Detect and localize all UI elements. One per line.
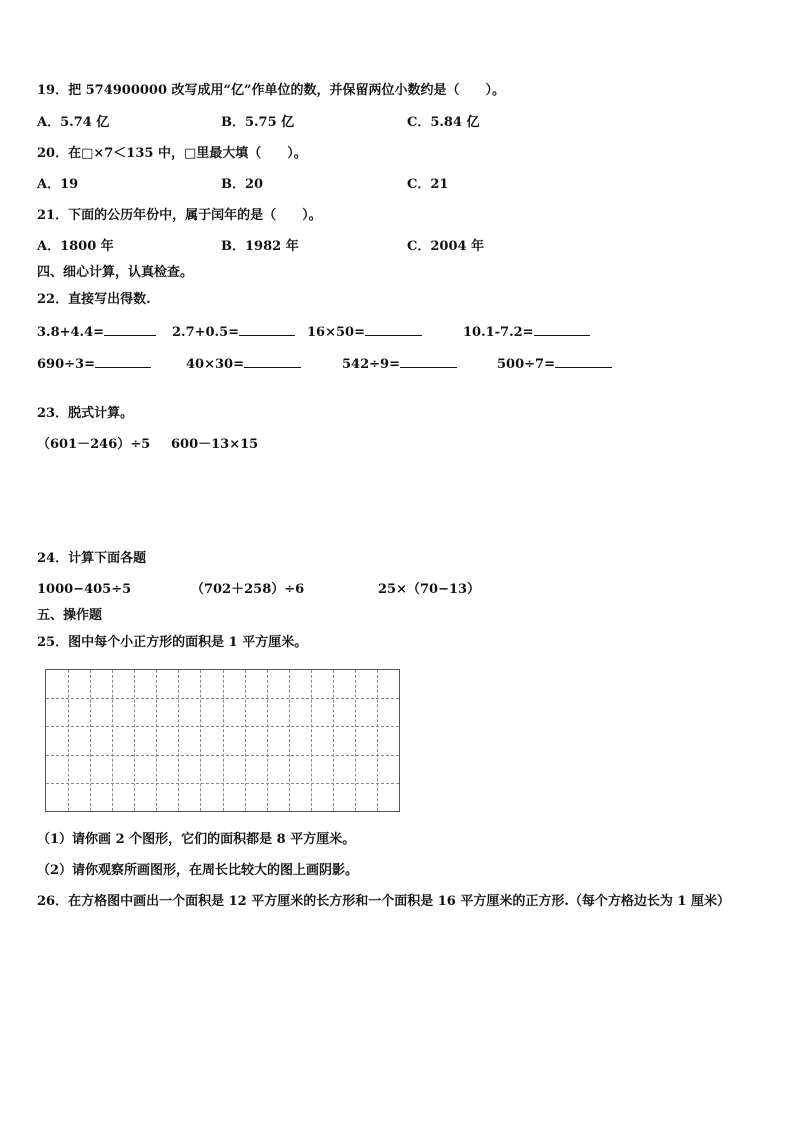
question-21-stem: 21．下面的公历年份中，属于闰年的是（ ）。 [37,208,322,223]
q22-item-5 [37,355,151,373]
grid-line-horizontal [46,783,399,784]
grid-line-vertical [68,670,69,811]
grid-line-vertical [200,670,201,811]
q22-expression: 500÷7= [497,357,555,372]
question-19-stem: 19．把 574900000 改写成用“亿”作单位的数，并保留两位小数约是（ ）。 [37,83,506,98]
answer-blank[interactable] [104,323,156,336]
question-21-option-a: A．1800 年 [37,239,114,254]
q24-expression-1: 1000−405÷5 [37,582,132,597]
q22-expression: 10.1-7.2= [463,325,534,340]
section-4-heading: 四、细心计算，认真检查。 [37,265,194,280]
answer-blank[interactable] [95,355,151,368]
grid-line-vertical [156,670,157,811]
question-24-stem: 24．计算下面各题 [37,551,147,566]
answer-blank[interactable] [555,355,612,368]
q22-item-8 [497,355,612,373]
question-21-option-b: B．1982 年 [221,239,299,254]
grid-line-vertical [289,670,290,811]
square-grid[interactable] [45,669,400,812]
q23-expression-2: 600－13×15 [171,437,259,452]
grid-line-horizontal [46,755,399,756]
grid-line-vertical [178,670,179,811]
question-25-sub-1: （1）请你画 2 个图形，它们的面积都是 8 平方厘米。 [37,832,356,847]
q22-item-4 [463,323,590,341]
section-5-heading: 五、操作题 [37,608,103,623]
grid-line-vertical [311,670,312,811]
q23-expression-1: （601－246）÷5 [37,437,151,452]
grid-line-vertical [267,670,268,811]
q22-expression: 542÷9= [342,357,400,372]
q24-expression-2: （702＋258）÷6 [191,582,305,597]
q22-item-3 [307,323,422,341]
question-19-option-a: A．5.74 亿 [37,115,110,130]
question-21-option-c: C．2004 年 [407,239,485,254]
answer-blank[interactable] [534,323,590,336]
grid-line-vertical [223,670,224,811]
question-25-sub-2: （2）请你观察所画图形，在周长比较大的图上画阴影。 [37,863,359,878]
grid-line-vertical [245,670,246,811]
q22-item-6 [186,355,301,373]
answer-blank[interactable] [365,323,422,336]
answer-blank[interactable] [244,355,301,368]
question-20-stem: 20．在□×7＜135 中，□里最大填（ ）。 [37,146,307,161]
question-22-stem: 22．直接写出得数. [37,292,151,307]
grid-line-vertical [90,670,91,811]
grid-line-vertical [333,670,334,811]
grid-line-vertical [377,670,378,811]
question-19-option-b: B．5.75 亿 [221,115,295,130]
q22-expression: 690÷3= [37,357,95,372]
grid-line-vertical [134,670,135,811]
answer-blank[interactable] [400,355,457,368]
grid-line-vertical [355,670,356,811]
q22-item-1 [37,323,156,341]
question-20-option-c: C．21 [407,177,449,192]
question-20-option-a: A．19 [37,177,79,192]
question-23-stem: 23．脱式计算。 [37,406,134,421]
q22-expression: 3.8+4.4= [37,325,105,340]
grid-line-horizontal [46,726,399,727]
q22-expression: 16×50= [307,325,365,340]
q22-item-2 [172,323,295,341]
q22-expression: 2.7+0.5= [172,325,240,340]
q22-expression: 40×30= [186,357,244,372]
grid-line-vertical [112,670,113,811]
question-26-stem: 26．在方格图中画出一个面积是 12 平方厘米的长方形和一个面积是 16 平方厘米的正方形.（每个方格边长为 1 厘米） [37,894,730,909]
answer-blank[interactable] [239,323,295,336]
q22-item-7 [342,355,457,373]
question-19-option-c: C．5.84 亿 [407,115,480,130]
q24-expression-3: 25×（70−13） [378,582,481,597]
grid-line-horizontal [46,698,399,699]
question-20-option-b: B．20 [221,177,264,192]
question-25-stem: 25．图中每个小正方形的面积是 1 平方厘米。 [37,635,308,650]
